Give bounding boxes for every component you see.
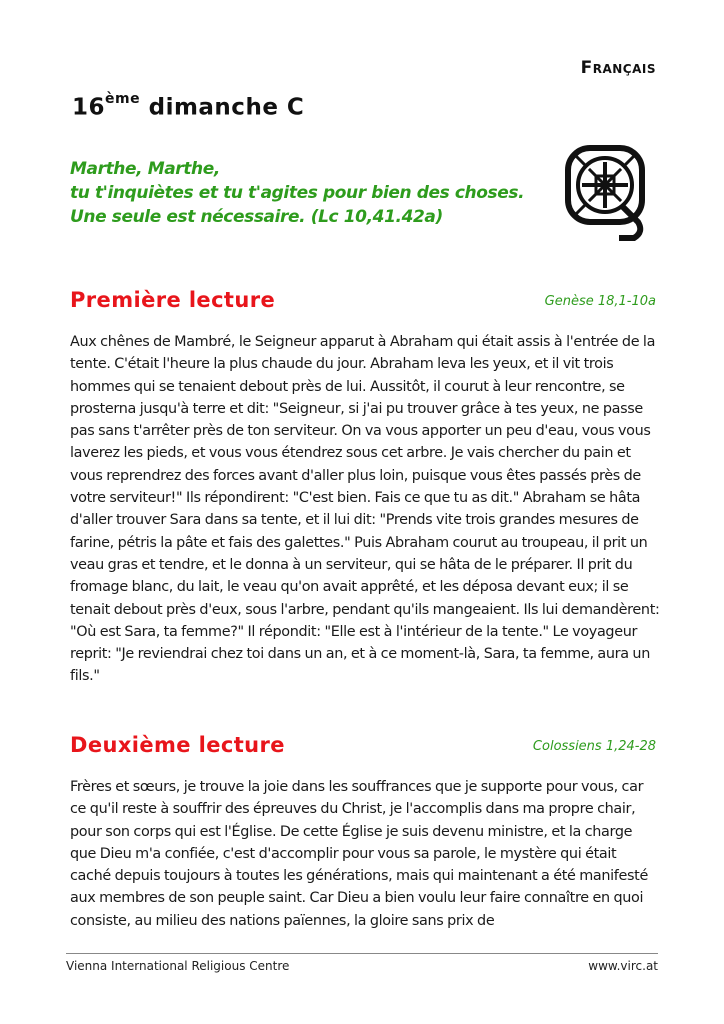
title-number: 16 (72, 94, 106, 121)
quote-line: Une seule est nécessaire. (Lc 10,41.42a) (70, 207, 443, 227)
title-superscript: ème (105, 91, 141, 107)
first-reading-reference: Genèse 18,1-10a (544, 294, 656, 309)
first-reading-header (70, 282, 656, 312)
virc-emblem-icon (562, 142, 650, 246)
footer-divider (66, 953, 658, 954)
page-title (72, 91, 305, 121)
footer-organization: Vienna International Religious Centre (66, 959, 290, 973)
gospel-quote (70, 157, 524, 229)
second-reading-header (70, 727, 656, 757)
first-reading-title: Première lecture (70, 288, 276, 312)
first-reading-text: Aux chênes de Mambré, le Seigneur apparut à Abraham qui était assis à l'entrée de la tente. C'était l'heure la plus chaude du jour. Abraham leva les yeux, et il vit trois hommes qui se tenaient debout près de lui. Aussitôt, il courut à leur rencontre, se prosterna jusqu'à terre et dit: "Seigneur, si j'ai pu trouver grâce à tes yeux, ne passe pas sans t'arrêter près de ton serviteur. On va vous apporter un peu d'eau, vous vous laverez les pieds, et vous vous étendrez sous cet arbre. Je vais chercher du pain et vous reprendrez des forces avant d'aller plus loin, puisque vous êtes passés près de votre serviteur!" Ils répondirent: "C'est bien. Fais ce que tu as dit." Abraham se hâta d'aller trouver Sara dans sa tente, et il lui dit: "Prends vite trois grandes mesures de farine, pétris la pâte et fais des galettes." Puis Abraham courut au troupeau, il prit un veau gras et tendre, et le donna à un serviteur, qui se hâta de le préparer. Il prit du fromage blanc, du lait, le veau qu'on avait apprêté, et les déposa devant eux; il se tenait debout près d'eux, sous l'arbre, pendant qu'ils mangeaient. Ils lui demandèrent: "Où est Sara, ta femme?" Il répondit: "Elle est à l'intérieur de la tente." Le voyageur reprit: "Je reviendrai chez toi dans un an, et à ce moment-là, Sara, ta femme, aura un fils." (70, 334, 660, 685)
second-reading-reference: Colossiens 1,24-28 (532, 739, 656, 754)
quote-line: Marthe, Marthe, (70, 159, 220, 179)
second-reading-text: Frères et sœurs, je trouve la joie dans les souffrances que je supporte pour vous, car ce qu'il reste à souffrir des épreuves du Christ, je l'accomplis dans ma propre chair, pour son corps qui est l'Église. De cette Église je suis devenu ministre, et la charge que Dieu m'a confiée, c'est d'accomplir pour vous sa parole, le mystère qui était caché depuis toujours à toutes les générations, mais qui maintenant a été manifesté aux membres de son peuple saint. Car Dieu a bien voulu leur faire connaître en quoi consiste, au milieu des nations païennes, la gloire sans prix de (70, 779, 648, 929)
quote-line: tu t'inquiètes et tu t'agites pour bien des choses. (70, 183, 525, 203)
title-rest: dimanche C (140, 94, 305, 121)
second-reading-title: Deuxième lecture (70, 733, 285, 757)
language-label: Français (580, 58, 656, 78)
footer-website-link[interactable]: www.virc.at (588, 959, 658, 973)
